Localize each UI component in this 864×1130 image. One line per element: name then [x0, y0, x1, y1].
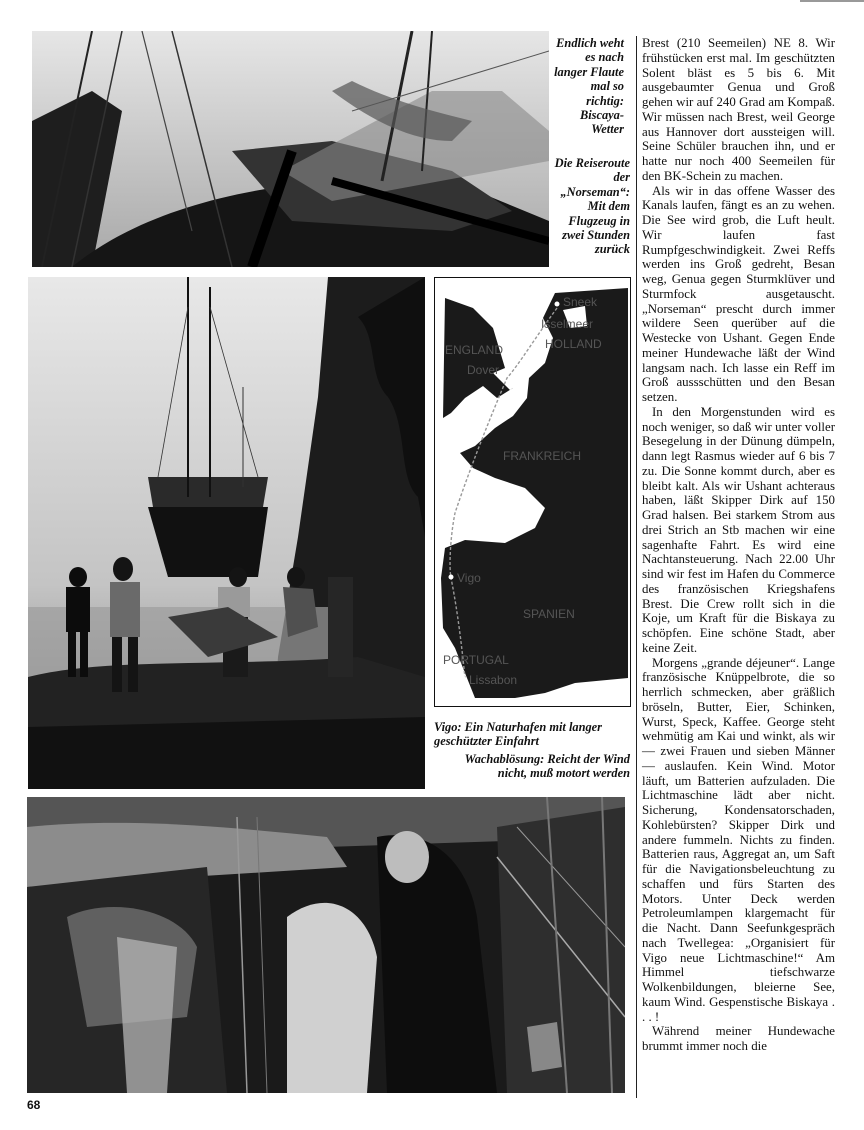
- caption-vigo: Vigo: Ein Naturhafen mit langer geschützter Einfahrt: [434, 720, 602, 749]
- article-text-column: [642, 36, 835, 1054]
- photo-vigo-image: [28, 277, 425, 789]
- photo-watch-change: [27, 797, 625, 1093]
- article-paragraph: Morgens „grande déjeuner“. Lange französische Knüppelbrote, die so herrlich schmecken, aber gräßlich bröseln, Butter, Eier, Schinken, Wurst, Speck, Kaffee. George steht wehmütig am Kai und winkt, als wir — zwei Frauen und sieben Männer — auslaufen. Kein Wind. Motor läuft, um Batterien aufzuladen. Die Lichtmaschine lädt aber nicht. Sicherung, Kondensatorschaden, Kohlebürsten? Skipper Dirk und andere fummeln. Nichts zu finden. Batterien raus, Aggregat an, um Saft für die Navigationsbeleuchtung zu schaffen und fürs Starten des Motors. Unter Deck werden Petroleumlampen klargemacht für die Nacht. Dann Seefunkgespräch nach Twellegea: „Organisiert für Vigo neue Lichtmaschine!“ Am Himmel tiefschwarze Wolkenbildungen, bleierne See, kaum Wind. Gespenstische Biskaya . . . !: [642, 655, 835, 1024]
- caption-wache: Wachablösung: Reicht der Wind nicht, muß motort werden: [464, 752, 630, 781]
- map-label-ijsselmeer: Isselmeer: [541, 317, 594, 331]
- map-label-vigo: Vigo: [457, 571, 481, 585]
- article-paragraph: Während meiner Hundewache brummt immer noch die: [642, 1024, 835, 1053]
- caption-biscaya: Endlich weht es nach langer Flaute mal so richtig: Biscaya-Wetter: [554, 36, 624, 137]
- map-label-holland: HOLLAND: [545, 337, 602, 351]
- column-rule: [636, 36, 637, 1098]
- map-label-dover: Dover: [467, 363, 500, 377]
- page-number: 68: [27, 1098, 41, 1112]
- photo-watch-image: [27, 797, 625, 1093]
- vigo-dot: [449, 575, 454, 580]
- top-edge-strip: [800, 0, 864, 2]
- sneek-dot: [555, 302, 560, 307]
- photo-vigo-harbour: [28, 277, 425, 789]
- article-paragraph: Brest (210 Seemeilen) NE 8. Wir frühstücken erst mal. Im geschützten Solent bläst es 5 bis 6. Mit ausgebaumter Genua und Groß gehen wir auf 240 Grad am Kompaß. Wir müssen nach Brest, weil George aus Hannover dort aussteigen will. Seine Schüler brauchen ihn, und er hatte nur noch 400 Seemeilen für den BK-Schein zu machen.: [642, 36, 835, 183]
- lissabon-dot: [461, 676, 466, 681]
- map-label-england: ENGLAND: [445, 343, 504, 357]
- map-label-sneek: Sneek: [563, 295, 598, 309]
- article-paragraph: Als wir in das offene Wasser des Kanals laufen, fängt es an zu wehen. Die See wird grob, die Luft heult. Wir laufen fast Rumpfgeschwindigkeit. Zwei Reffs werden ins Groß gedreht, Besan weg, Genua gegen Sturmklüver und Sturmfock ausgetauscht. „Norseman“ prescht durch immer wildere Seen querüber auf die Westecke von Ushant. Gegen Ende meiner Hundewache läßt der Wind langsam nach. Ich lasse ein Reff im Groß aussschütten und den Besan setzen.: [642, 183, 835, 404]
- photo-biscaya-weather: [32, 31, 549, 267]
- route-map: [434, 277, 631, 707]
- map-label-lissabon: Lissabon: [469, 673, 518, 687]
- map-label-spanien: SPANIEN: [523, 607, 575, 621]
- map-label-portugal: PORTUGAL: [443, 653, 509, 667]
- caption-route: Die Reiseroute der „Norseman“: Mit dem Flugzeug in zwei Stunden zurück: [554, 156, 630, 257]
- map-label-frankreich: FRANKREICH: [503, 449, 582, 463]
- article-paragraph: In den Morgenstunden wird es noch weniger, so daß wir unter voller Besegelung in der Dünung dümpeln, dann legt Rasmus wieder auf 6 bis 7 zu. Die Sonne kommt durch, aber es bleibt kalt. Als wir Ushant achteraus haben, läßt Skipper Dirk auf 150 Grad halsen. Bei starkem Strom aus drei Strich an Stb machen wir eine sagenhafte Fahrt. Es wird eine Nachtansteuerung. Nach 22.00 Uhr sind wir fest im Hafen du Commerce des französischen Kriegshafens Brest. Die Crew rollt sich in die Koje, um Kraft für die Biskaya zu schöpfen. Eine schöne Stadt, aber keine Zeit.: [642, 404, 835, 655]
- photo-biscaya-image: [32, 31, 549, 267]
